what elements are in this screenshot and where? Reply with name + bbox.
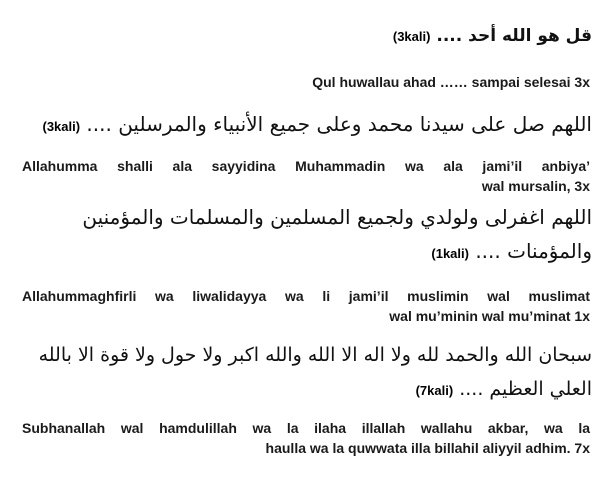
transliteration-1 xyxy=(22,72,590,92)
arabic-line-2 xyxy=(16,112,592,136)
arabic-line-1 xyxy=(16,26,592,46)
repeat-count-3: (1kali) xyxy=(431,246,469,261)
arabic-line-4 xyxy=(16,338,592,408)
transliteration-4 xyxy=(22,418,590,458)
transliteration-2-line-2: wal mursalin, 3x xyxy=(481,178,590,194)
arabic-line-3 xyxy=(16,200,592,271)
arabic-text-1: قل هو الله أحد .... xyxy=(436,26,592,46)
transliteration-2-line-1: Allahumma shalli ala sayyidina Muhammadin wa ala jami’il anbiya’ xyxy=(22,158,590,174)
repeat-count-2: (3kali) xyxy=(42,119,81,134)
transliteration-3 xyxy=(22,286,590,326)
transliteration-4-line-2: haulla wa la quwwata illa billahil aliyyil adhim. 7x xyxy=(265,440,590,456)
arabic-text-3: اللهم اغفرلى ولولدي ولجميع المسلمين والمسلمات والمؤمنين والمؤمنات .... xyxy=(82,205,592,263)
transliteration-1-text: Qul huwallau ahad …… sampai selesai 3x xyxy=(312,74,590,90)
transliteration-2 xyxy=(22,156,590,196)
transliteration-3-line-1: Allahummaghfirli wa liwalidayya wa li jami’il muslimin wal muslimat xyxy=(22,288,590,304)
transliteration-3-line-2: wal mu’minin wal mu’minat 1x xyxy=(389,308,590,324)
transliteration-4-line-1: Subhanallah wal hamdulillah wa la ilaha illallah wallahu akbar, wa la xyxy=(22,420,590,436)
arabic-text-4: سبحان الله والحمد لله ولا اله الا الله والله اكبر ولا حول ولا قوة الا بالله العلي العظيم .... xyxy=(38,344,592,400)
arabic-text-2: اللهم صل على سيدنا محمد وعلى جميع الأنبياء والمرسلين .... xyxy=(86,112,592,136)
repeat-count-4: (7kali) xyxy=(415,383,454,398)
repeat-count-1: (3kali) xyxy=(392,29,431,44)
